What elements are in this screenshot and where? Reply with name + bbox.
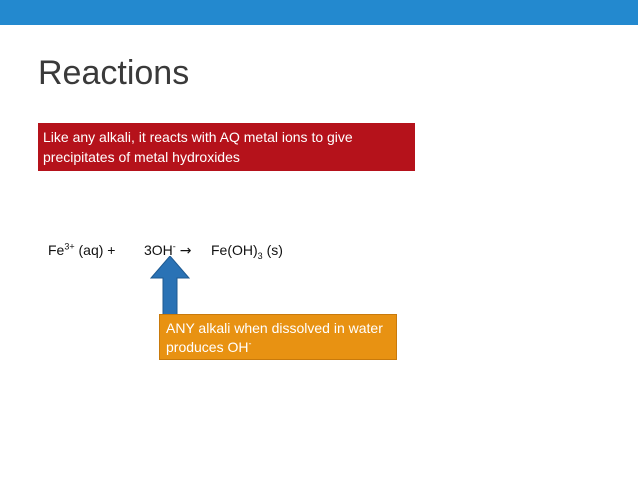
equation-product [211,240,283,260]
note-text: Like any alkali, it reacts with AQ metal ions to give precipitates of metal hydroxides [43,129,353,165]
hydroxide-formula: 3OH [144,242,173,258]
hydroxide-charge: - [172,241,176,252]
product-state: (s) [262,242,283,258]
equation-reactant-iron [48,240,115,260]
iron-symbol: Fe [48,242,65,258]
callout-superscript: - [248,338,252,349]
callout-box [159,314,397,360]
note-box [38,123,415,171]
header-bar [0,0,638,25]
product-subscript: 3 [257,250,263,261]
reaction-arrow-icon: → [179,243,192,259]
product-formula: Fe(OH) [211,242,258,258]
up-arrow-icon [150,256,190,316]
callout-text: ANY alkali when dissolved in water produces OH [166,320,383,355]
slide-title: Reactions [38,54,190,92]
iron-charge: 3+ [64,241,75,252]
iron-state: (aq) + [74,242,116,258]
